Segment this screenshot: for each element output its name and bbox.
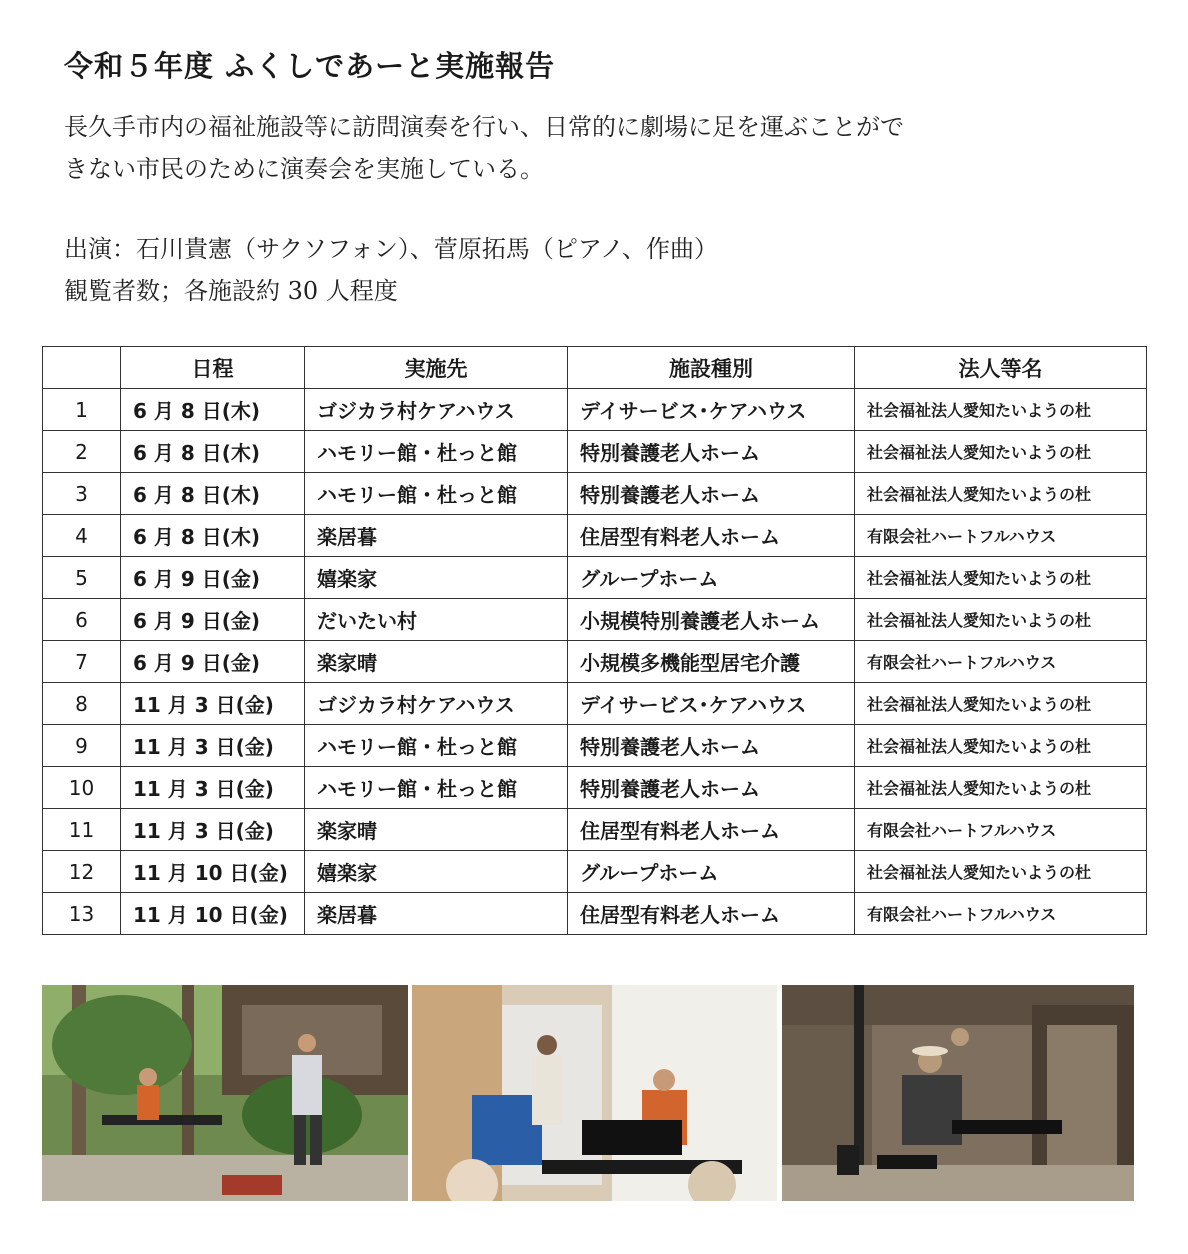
table-row	[43, 389, 1147, 431]
header-date: 日程	[121, 347, 305, 389]
row-facility-type: 住居型有料老人ホーム	[568, 809, 855, 851]
row-number: 2	[43, 431, 121, 473]
table-row	[43, 809, 1147, 851]
row-corporation: 社会福祉法人愛知たいようの杜	[855, 473, 1147, 515]
table-row	[43, 893, 1147, 935]
row-facility-type: 特別養護老人ホーム	[568, 725, 855, 767]
row-facility-type: 特別養護老人ホーム	[568, 431, 855, 473]
table-row	[43, 515, 1147, 557]
table-row	[43, 473, 1147, 515]
row-venue: ハモリー館・杜っと館	[305, 725, 568, 767]
row-number: 13	[43, 893, 121, 935]
row-corporation: 有限会社ハートフルハウス	[855, 893, 1147, 935]
description	[64, 106, 904, 190]
row-number: 3	[43, 473, 121, 515]
row-venue: 楽家晴	[305, 809, 568, 851]
table-row	[43, 641, 1147, 683]
row-date: 6 月 8 日(木)	[121, 473, 305, 515]
row-number: 10	[43, 767, 121, 809]
row-date: 11 月 3 日(金)	[121, 683, 305, 725]
row-corporation: 有限会社ハートフルハウス	[855, 515, 1147, 557]
row-venue: ハモリー館・杜っと館	[305, 431, 568, 473]
table-row	[43, 599, 1147, 641]
row-date: 11 月 3 日(金)	[121, 767, 305, 809]
row-number: 11	[43, 809, 121, 851]
row-venue: 楽家晴	[305, 641, 568, 683]
row-corporation: 社会福祉法人愛知たいようの杜	[855, 767, 1147, 809]
row-corporation: 社会福祉法人愛知たいようの杜	[855, 431, 1147, 473]
event-details	[64, 228, 718, 312]
row-facility-type: 住居型有料老人ホーム	[568, 515, 855, 557]
row-number: 7	[43, 641, 121, 683]
schedule-table	[42, 346, 1147, 935]
row-number: 5	[43, 557, 121, 599]
header-corporation: 法人等名	[855, 347, 1147, 389]
row-date: 6 月 9 日(金)	[121, 557, 305, 599]
row-facility-type: グループホーム	[568, 557, 855, 599]
row-corporation: 有限会社ハートフルハウス	[855, 809, 1147, 851]
row-number: 8	[43, 683, 121, 725]
header-no	[43, 347, 121, 389]
row-date: 11 月 10 日(金)	[121, 851, 305, 893]
photo-strip	[42, 985, 1134, 1201]
description-line: 長久手市内の福祉施設等に訪問演奏を行い、日常的に劇場に足を運ぶことがで	[64, 113, 904, 141]
row-number: 6	[43, 599, 121, 641]
row-venue: だいたい村	[305, 599, 568, 641]
row-date: 6 月 8 日(木)	[121, 431, 305, 473]
row-date: 11 月 3 日(金)	[121, 809, 305, 851]
row-venue: ハモリー館・杜っと館	[305, 767, 568, 809]
row-date: 11 月 10 日(金)	[121, 893, 305, 935]
table-row	[43, 725, 1147, 767]
performers-text: 出演：石川貴憲（サクソフォン）、菅原拓馬（ピアノ、作曲）	[64, 235, 718, 263]
row-facility-type: 特別養護老人ホーム	[568, 767, 855, 809]
row-number: 9	[43, 725, 121, 767]
photo-terrace-performance	[782, 985, 1134, 1201]
row-facility-type: 小規模特別養護老人ホーム	[568, 599, 855, 641]
row-facility-type: デイサービス･ケアハウス	[568, 389, 855, 431]
description-line: きない市民のために演奏会を実施している。	[64, 155, 544, 183]
row-facility-type: 住居型有料老人ホーム	[568, 893, 855, 935]
row-corporation: 有限会社ハートフルハウス	[855, 641, 1147, 683]
audience-text: 観覧者数；各施設約 30 人程度	[64, 277, 398, 305]
table-row	[43, 767, 1147, 809]
row-number: 12	[43, 851, 121, 893]
table-row	[43, 431, 1147, 473]
row-corporation: 社会福祉法人愛知たいようの杜	[855, 683, 1147, 725]
row-venue: 嬉楽家	[305, 851, 568, 893]
header-venue: 実施先	[305, 347, 568, 389]
row-venue: ハモリー館・杜っと館	[305, 473, 568, 515]
table-header-row	[43, 347, 1147, 389]
row-date: 6 月 9 日(金)	[121, 599, 305, 641]
row-corporation: 社会福祉法人愛知たいようの杜	[855, 599, 1147, 641]
table-row	[43, 851, 1147, 893]
page-title: 令和５年度 ふくしであーと実施報告	[64, 49, 556, 83]
row-facility-type: 特別養護老人ホーム	[568, 473, 855, 515]
row-corporation: 社会福祉法人愛知たいようの杜	[855, 557, 1147, 599]
header-facility-type: 施設種別	[568, 347, 855, 389]
row-facility-type: デイサービス･ケアハウス	[568, 683, 855, 725]
row-venue: 嬉楽家	[305, 557, 568, 599]
row-corporation: 社会福祉法人愛知たいようの杜	[855, 389, 1147, 431]
row-date: 6 月 8 日(木)	[121, 389, 305, 431]
row-number: 4	[43, 515, 121, 557]
row-date: 6 月 9 日(金)	[121, 641, 305, 683]
row-venue: 楽居暮	[305, 515, 568, 557]
photo-indoor-performance	[412, 985, 777, 1201]
row-date: 11 月 3 日(金)	[121, 725, 305, 767]
photo-outdoor-performance	[42, 985, 408, 1201]
row-number: 1	[43, 389, 121, 431]
row-date: 6 月 8 日(木)	[121, 515, 305, 557]
row-corporation: 社会福祉法人愛知たいようの杜	[855, 725, 1147, 767]
table-row	[43, 683, 1147, 725]
row-facility-type: グループホーム	[568, 851, 855, 893]
row-corporation: 社会福祉法人愛知たいようの杜	[855, 851, 1147, 893]
row-venue: 楽居暮	[305, 893, 568, 935]
row-venue: ゴジカラ村ケアハウス	[305, 389, 568, 431]
row-facility-type: 小規模多機能型居宅介護	[568, 641, 855, 683]
table-row	[43, 557, 1147, 599]
row-venue: ゴジカラ村ケアハウス	[305, 683, 568, 725]
